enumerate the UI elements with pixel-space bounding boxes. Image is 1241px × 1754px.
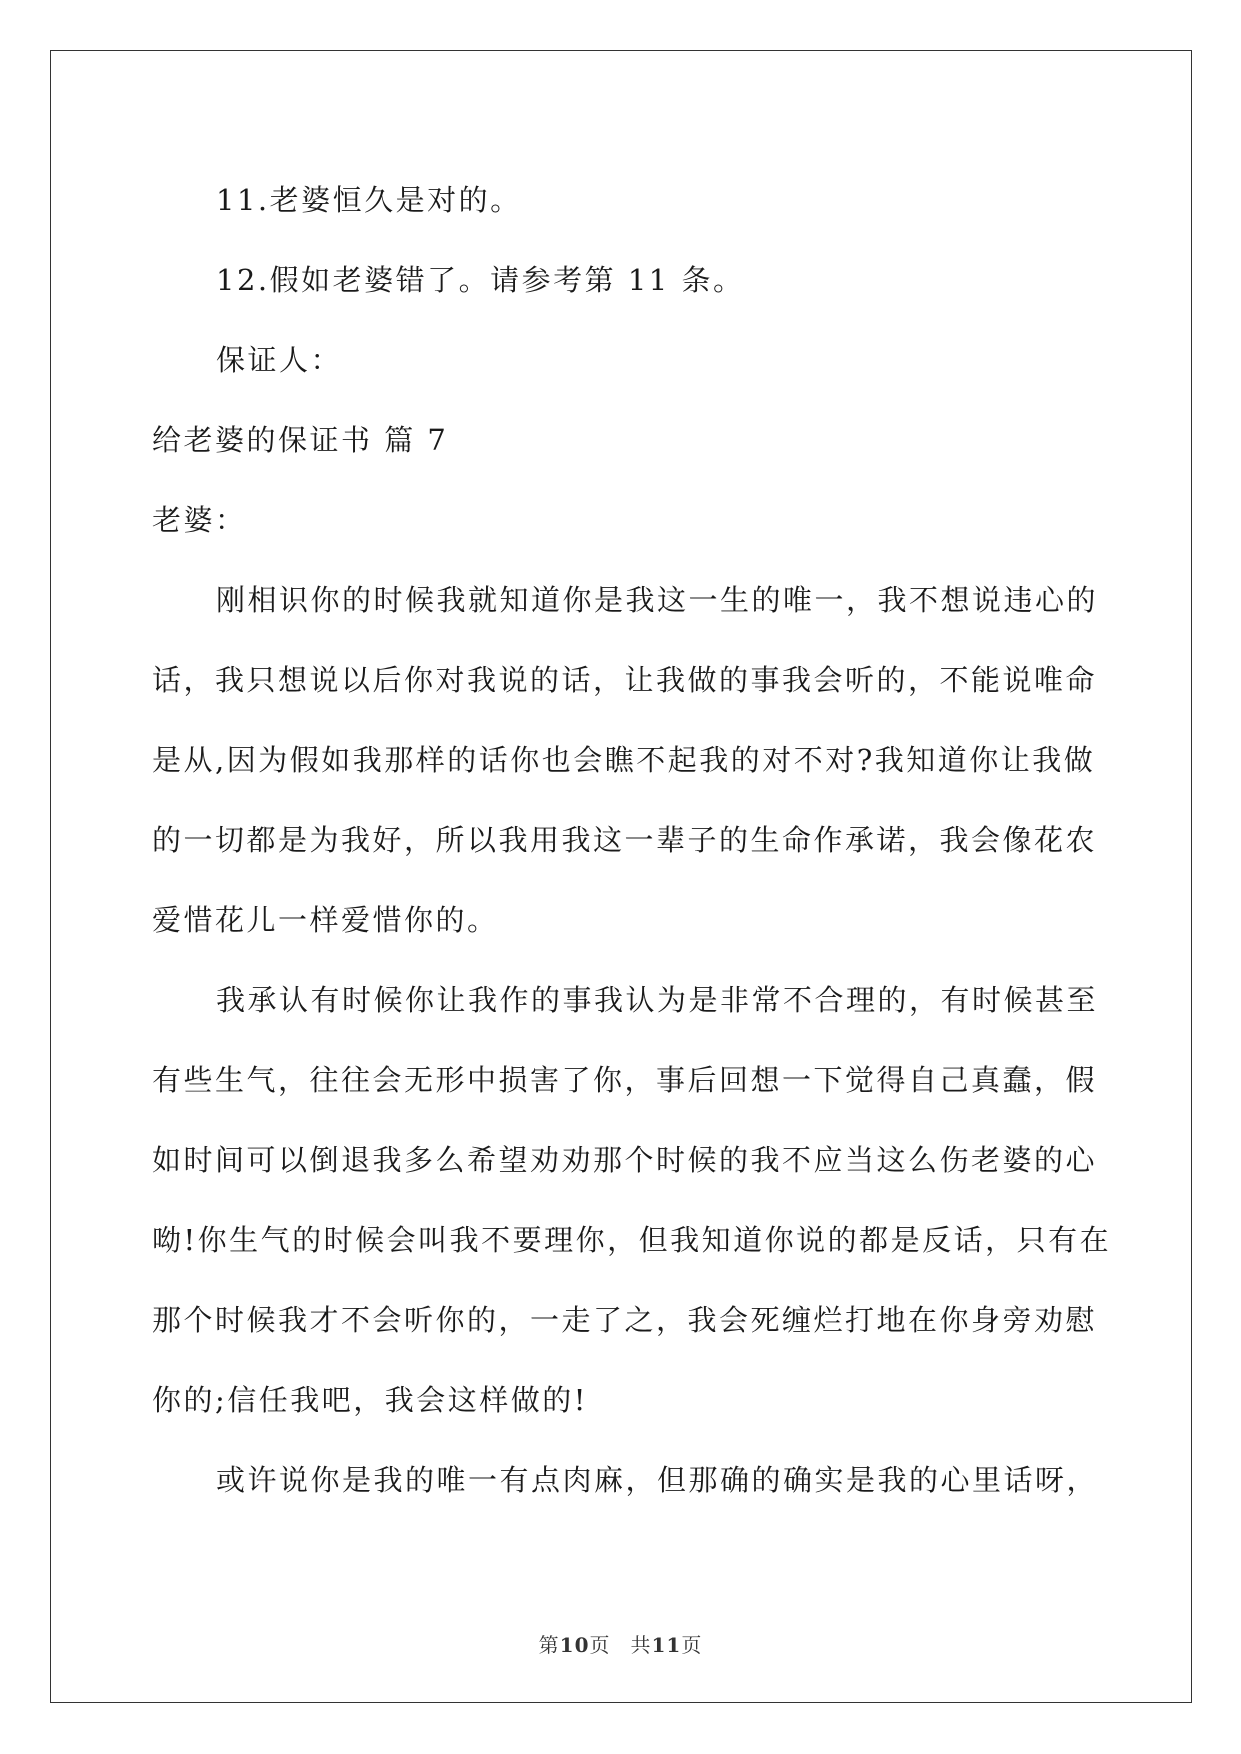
list-item-11: 11.老婆恒久是对的。 [216, 183, 522, 217]
salutation: 老婆： [152, 503, 247, 537]
paragraph-line: 的一切都是为我好，所以我用我这一辈子的生命作承诺，我会像花农 [152, 823, 1098, 857]
paragraph-line: 如时间可以倒退我多么希望劝劝那个时候的我不应当这么伤老婆的心 [152, 1143, 1098, 1177]
page-current: 10 [559, 1633, 590, 1657]
guarantor-label: 保证人： [216, 343, 343, 377]
page-suffix: 页 [589, 1633, 611, 1657]
paragraph-line: 是从,因为假如我那样的话你也会瞧不起我的对不对?我知道你让我做 [152, 743, 1096, 777]
paragraph-line: 呦!你生气的时候会叫我不要理你，但我知道你说的都是反话，只有在 [152, 1223, 1112, 1257]
page-footer [0, 1629, 1241, 1658]
list-item-12: 12.假如老婆错了。请参考第 11 条。 [216, 263, 745, 297]
total-prefix: 共 [630, 1633, 652, 1657]
paragraph-line: 那个时候我才不会听你的，一走了之，我会死缠烂打地在你身旁劝慰 [152, 1303, 1098, 1337]
paragraph-line: 有些生气，往往会无形中损害了你，事后回想一下觉得自己真蠢，假 [152, 1063, 1098, 1097]
paragraph-line: 我承认有时候你让我作的事我认为是非常不合理的，有时候甚至 [216, 983, 1099, 1017]
page-prefix: 第 [538, 1633, 560, 1657]
document-body [152, 160, 1112, 1520]
paragraph-line: 刚相识你的时候我就知道你是我这一生的唯一，我不想说违心的 [216, 583, 1099, 617]
section-heading: 给老婆的保证书 篇 7 [152, 423, 449, 457]
page-total: 11 [651, 1633, 682, 1657]
paragraph-line: 爱惜花儿一样爱惜你的。 [152, 903, 499, 937]
paragraph-line: 或许说你是我的唯一有点肉麻，但那确的确实是我的心里话呀， [216, 1463, 1099, 1497]
paragraph-line: 你的;信任我吧，我会这样做的! [152, 1383, 588, 1417]
total-suffix: 页 [681, 1633, 703, 1657]
paragraph-line: 话，我只想说以后你对我说的话，让我做的事我会听的，不能说唯命 [152, 663, 1098, 697]
